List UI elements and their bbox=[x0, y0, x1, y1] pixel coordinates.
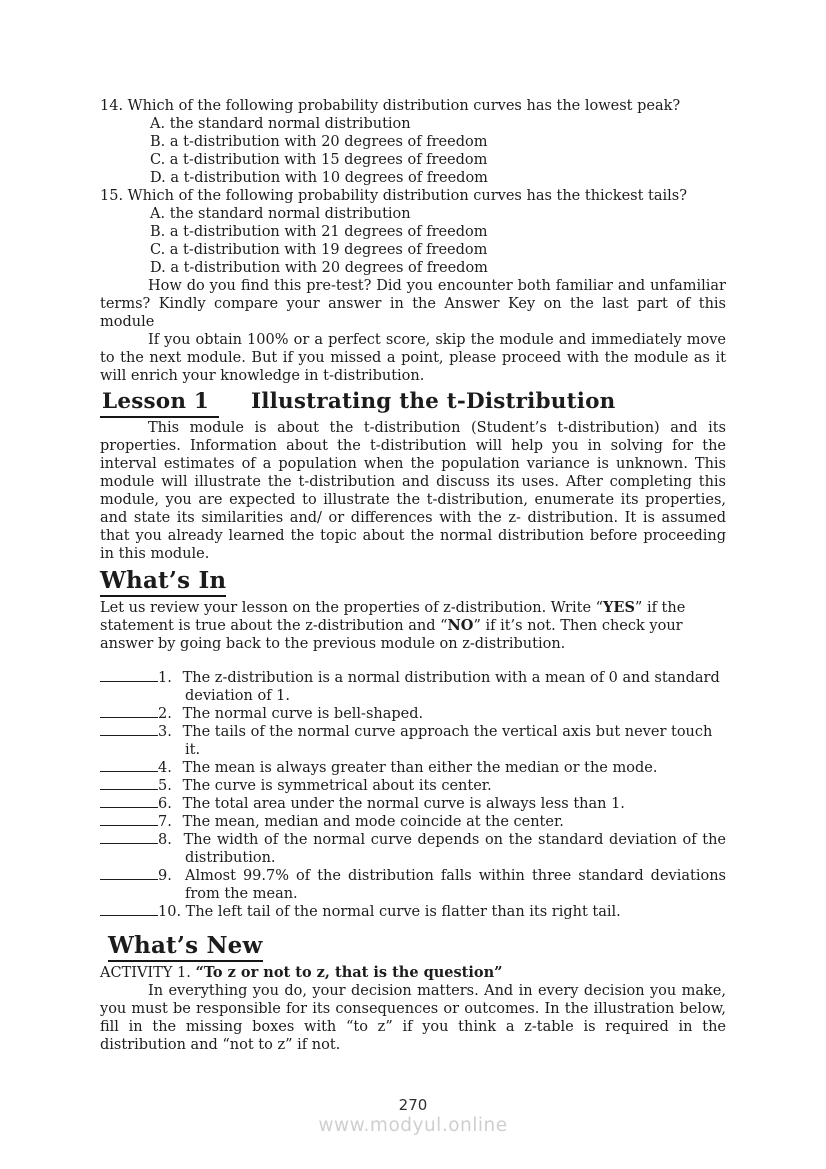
item-text: The total area under the normal curve is always less than 1. bbox=[182, 796, 625, 812]
item-text: The z-distribution is a normal distribution with a mean of 0 and standard deviation of 1. bbox=[182, 670, 720, 704]
answer-blank bbox=[100, 723, 158, 736]
question-line bbox=[100, 187, 726, 205]
option-d: D. a t-distribution with 10 degrees of freedom bbox=[150, 170, 488, 186]
answer-blank bbox=[100, 903, 158, 916]
option-d: D. a t-distribution with 20 degrees of freedom bbox=[150, 260, 488, 276]
list-item-9 bbox=[100, 867, 726, 903]
item-text: The tails of the normal curve approach the vertical axis but never touch it. bbox=[182, 724, 713, 758]
list-item-5 bbox=[100, 777, 726, 795]
item-number: 4. bbox=[158, 760, 172, 776]
answer-blank bbox=[100, 777, 158, 790]
list-item-4 bbox=[100, 759, 726, 777]
question-stem: Which of the following probability distribution curves has the thickest tails? bbox=[127, 188, 688, 204]
activity-title: “To z or not to z, that is the question” bbox=[195, 964, 503, 981]
pretest-section bbox=[100, 97, 726, 385]
item-text: The left tail of the normal curve is flatter than its right tail. bbox=[185, 904, 621, 920]
pretest-paragraph-1: How do you find this pre-test? Did you encounter both familiar and unfamiliar terms? Kindly compare your answer in the Answer Key on the last part of this module bbox=[100, 278, 726, 330]
option-c: C. a t-distribution with 15 degrees of freedom bbox=[150, 152, 488, 168]
item-text: The mean is always greater than either the median or the mode. bbox=[182, 760, 658, 776]
list-item-1 bbox=[100, 669, 726, 705]
item-text: Almost 99.7% of the distribution falls within three standard deviations from the mean. bbox=[185, 868, 726, 902]
no-keyword: NO bbox=[447, 617, 474, 634]
question-14 bbox=[100, 97, 726, 187]
option-c: C. a t-distribution with 19 degrees of freedom bbox=[150, 242, 488, 258]
list-item-2 bbox=[100, 705, 726, 723]
item-number: 2. bbox=[158, 706, 172, 722]
item-text: The normal curve is bell-shaped. bbox=[182, 706, 424, 722]
yes-keyword: YES bbox=[603, 599, 635, 616]
item-text: The mean, median and mode coincide at the center. bbox=[182, 814, 564, 830]
option-b: B. a t-distribution with 21 degrees of freedom bbox=[150, 224, 488, 240]
page-footer bbox=[100, 1096, 726, 1135]
answer-blank bbox=[100, 867, 158, 880]
watermark: www.modyul.online bbox=[318, 1115, 508, 1136]
page-number: 270 bbox=[398, 1096, 428, 1114]
item-number: 6. bbox=[158, 796, 172, 812]
list-item-3 bbox=[100, 723, 726, 759]
item-number: 1. bbox=[158, 670, 172, 686]
answer-blank bbox=[100, 795, 158, 808]
option-a: A. the standard normal distribution bbox=[150, 206, 411, 222]
item-number: 9. bbox=[158, 868, 172, 884]
item-number: 8. bbox=[158, 832, 172, 848]
answer-blank bbox=[100, 759, 158, 772]
answer-blank bbox=[100, 831, 158, 844]
whats-new-paragraph: In everything you do, your decision matters. And in every decision you make, you must be responsible for its consequences or outcomes. In the illustration below, fill in the missing boxes with “to z” if you think a z-table is required in the distribution and “not to z” if not. bbox=[100, 983, 726, 1053]
question-15 bbox=[100, 187, 726, 277]
item-text: The curve is symmetrical about its center. bbox=[182, 778, 492, 794]
question-number: 15. bbox=[100, 188, 124, 204]
option-a: A. the standard normal distribution bbox=[150, 116, 411, 132]
lesson-intro-paragraph: This module is about the t-distribution (Student’s t-distribution) and its properties. Information about the t-distribution will help you in solving for the interval estimates of a population when the population variance is unknown. This module will illustrate the t-distribution and discuss its uses. After completing this module, you are expected to illustrate the t-distribution, enumerate its properties, and state its similarities and/ or differences with the z- distribution. It is assumed that you already learned the topic about the normal distribution before proceeding in this module. bbox=[100, 420, 726, 562]
item-number: 7. bbox=[158, 814, 172, 830]
lesson-heading bbox=[100, 389, 726, 418]
whats-in-intro bbox=[100, 599, 726, 653]
item-number: 3. bbox=[158, 724, 172, 740]
intro-segment: ” if the statement is true about the z-distribution and “ bbox=[100, 600, 686, 634]
list-item-10 bbox=[100, 903, 726, 921]
question-stem: Which of the following probability distribution curves has the lowest peak? bbox=[127, 98, 681, 114]
answer-blank bbox=[100, 705, 158, 718]
whats-in-heading bbox=[100, 568, 726, 597]
answer-blank bbox=[100, 669, 158, 682]
pretest-paragraph-2: If you obtain 100% or a perfect score, skip the module and immediately move to the next module. But if you missed a point, please proceed with the module as it will enrich your knowledge in t-distribution. bbox=[100, 332, 726, 384]
item-number: 10. bbox=[158, 904, 182, 920]
activity-label: ACTIVITY 1. bbox=[100, 965, 191, 981]
lesson-number-label: Lesson 1 bbox=[100, 389, 219, 418]
intro-segment: Let us review your lesson on the properties of z-distribution. Write “ bbox=[100, 600, 604, 616]
question-number: 14. bbox=[100, 98, 124, 114]
whats-in-heading-text: What’s In bbox=[100, 568, 226, 597]
whats-new-heading bbox=[108, 933, 726, 962]
item-text: The width of the normal curve depends on the standard deviation of the distribution. bbox=[183, 832, 726, 866]
review-statements-list bbox=[100, 669, 726, 921]
intro-segment: ” if it’s not. Then check your answer by going back to the previous module on z-distribution. bbox=[100, 618, 683, 652]
option-b: B. a t-distribution with 20 degrees of freedom bbox=[150, 134, 488, 150]
answer-blank bbox=[100, 813, 158, 826]
lesson-title: Illustrating the t-Distribution bbox=[251, 389, 616, 414]
list-item-8 bbox=[100, 831, 726, 867]
list-item-6 bbox=[100, 795, 726, 813]
question-line bbox=[100, 97, 726, 115]
whats-new-heading-text: What’s New bbox=[108, 933, 263, 962]
item-number: 5. bbox=[158, 778, 172, 794]
activity-line bbox=[100, 964, 726, 982]
list-item-7 bbox=[100, 813, 726, 831]
